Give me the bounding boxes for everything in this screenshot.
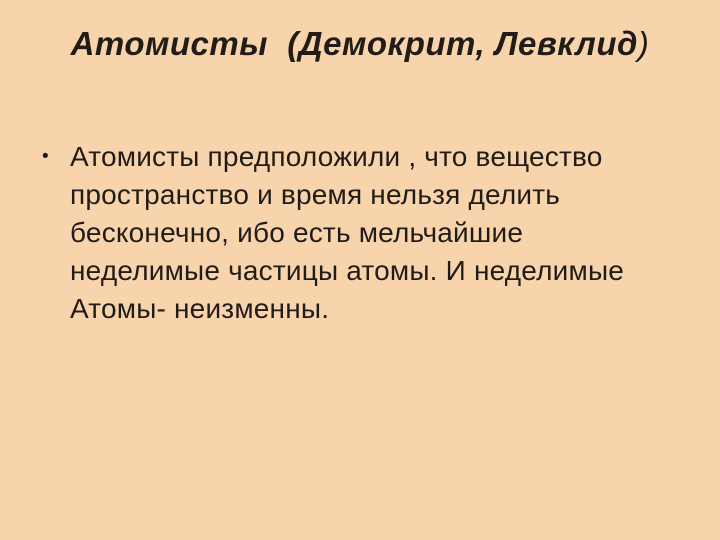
- slide-title: [0, 0, 720, 64]
- bullet-text-line: пространство и время нельзя делить: [70, 179, 561, 210]
- slide-body: [0, 138, 720, 328]
- bullet-text-line: неделимые частицы атомы. И неделимые: [70, 255, 625, 286]
- bullet-text-line: Атомы- неизменны.: [70, 293, 330, 324]
- slide-title-closing-paren: ): [637, 25, 650, 62]
- bullet-text-line: бесконечно, ибо есть мельчайшие: [70, 217, 524, 248]
- bullet-text-block: [70, 138, 690, 328]
- bullet-text-line: Атомисты предположили , что вещество: [70, 141, 603, 172]
- slide-title-text: Атомисты (Демокрит, Левклид: [70, 25, 638, 62]
- bullet-marker-icon: •: [42, 146, 49, 167]
- bullet-item: [0, 138, 720, 328]
